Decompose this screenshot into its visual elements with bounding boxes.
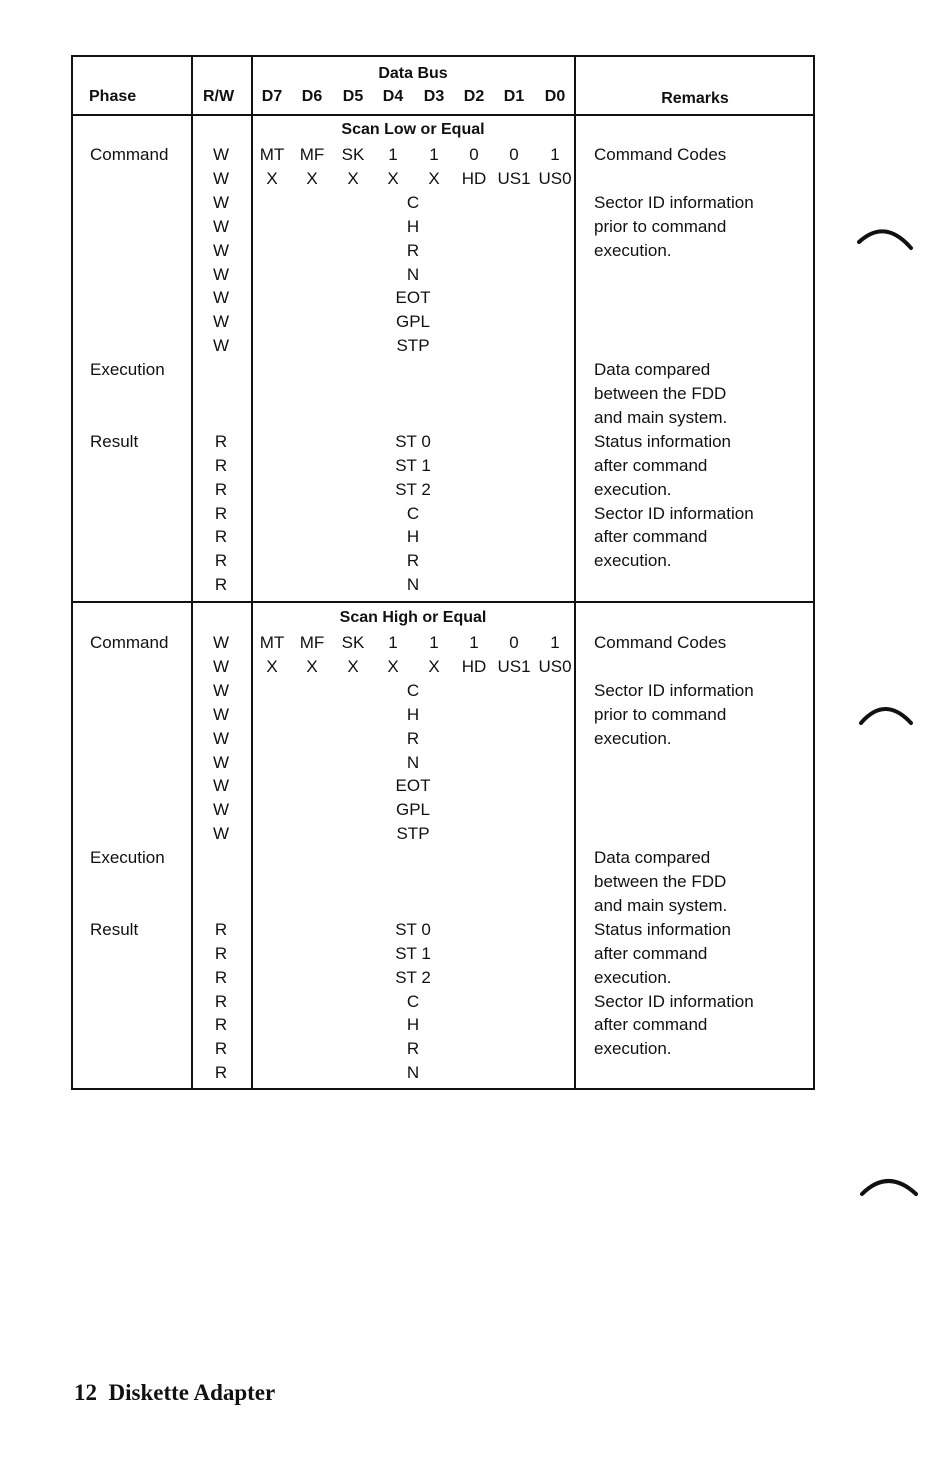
remark-command-codes: Command Codes (594, 633, 727, 652)
command-code-bit: 0 (469, 145, 479, 164)
command-code-bit: US0 (538, 168, 572, 188)
parameter-byte: EOT (395, 776, 431, 796)
rw-write: W (212, 145, 230, 164)
section-title: Scan High or Equal (339, 609, 487, 626)
remark-sector-after: Sector ID information (594, 991, 754, 1011)
parameter-byte: R (406, 728, 420, 748)
parameter-byte: GPL (395, 800, 431, 820)
command-code-bit: MF (299, 145, 325, 164)
section-title: Scan Low or Equal (341, 121, 485, 138)
parameter-byte: N (406, 752, 420, 772)
rw-read: R (214, 479, 228, 499)
parameter-byte: STP (396, 336, 430, 356)
header-divider (73, 114, 813, 116)
phase-command: Command (90, 633, 169, 652)
result-byte: ST 1 (395, 943, 431, 963)
header-bit-d4: D4 (382, 88, 404, 105)
parameter-byte: N (406, 264, 420, 284)
result-byte: ST 0 (395, 919, 431, 939)
parameter-byte: C (406, 680, 420, 700)
rw-write: W (212, 656, 230, 676)
command-code-bit: X (428, 168, 440, 188)
remark-sector-prior: execution. (594, 240, 672, 260)
command-code-bit: 1 (429, 145, 439, 164)
result-byte: R (406, 551, 420, 571)
header-remarks: Remarks (661, 90, 729, 107)
rw-write: W (212, 824, 230, 844)
parameter-byte: R (406, 240, 420, 260)
header-bit-d0: D0 (544, 88, 566, 105)
column-divider-databus (574, 57, 576, 1088)
command-code-bit: X (387, 656, 399, 676)
binder-hole-mark-bottom (858, 1166, 918, 1206)
rw-read: R (214, 1063, 228, 1083)
result-byte: R (406, 1039, 420, 1059)
command-code-bit: X (347, 656, 359, 676)
rw-write: W (212, 336, 230, 356)
header-bit-d6: D6 (301, 88, 323, 105)
result-byte: N (406, 1063, 420, 1083)
parameter-byte: H (406, 704, 420, 724)
result-byte: ST 0 (395, 431, 431, 451)
rw-read: R (214, 967, 228, 987)
rw-read: R (214, 551, 228, 571)
chapter-title: Diskette Adapter (108, 1380, 276, 1405)
page-number: 12 (74, 1380, 97, 1405)
phase-execution: Execution (90, 360, 165, 380)
remark-execution: Data compared (594, 360, 711, 380)
parameter-byte: EOT (395, 288, 431, 308)
result-byte: H (406, 1015, 420, 1035)
rw-write: W (212, 680, 230, 700)
parameter-byte: H (406, 216, 420, 236)
command-code-bit: 1 (429, 633, 439, 652)
command-code-bit: MT (259, 145, 285, 164)
rw-write: W (212, 776, 230, 796)
command-code-bit: 0 (509, 145, 519, 164)
header-bit-d7: D7 (261, 88, 283, 105)
remark-status: execution. (594, 479, 672, 499)
remark-execution: Data compared (594, 848, 711, 868)
rw-write: W (212, 800, 230, 820)
header-phase: Phase (89, 88, 137, 105)
section-divider (73, 601, 813, 603)
result-byte: H (406, 527, 420, 547)
rw-read: R (214, 943, 228, 963)
remark-sector-prior: execution. (594, 728, 672, 748)
rw-write: W (212, 192, 230, 212)
rw-write: W (212, 240, 230, 260)
command-code-bit: 1 (469, 633, 479, 652)
result-byte: ST 2 (395, 967, 431, 987)
column-divider-phase (191, 57, 193, 1088)
command-code-bit: US1 (497, 656, 531, 676)
header-bit-d3: D3 (423, 88, 445, 105)
header-bit-d2: D2 (463, 88, 485, 105)
binder-hole-mark-top (855, 218, 915, 258)
command-code-bit: 1 (550, 145, 560, 164)
remark-execution: and main system. (594, 407, 728, 427)
command-code-bit: MF (299, 633, 325, 652)
command-code-bit: X (428, 656, 440, 676)
command-code-bit: HD (461, 656, 487, 676)
remark-sector-after: after command (594, 1015, 708, 1035)
phase-result: Result (90, 919, 139, 939)
remark-status: after command (594, 455, 708, 475)
phase-command: Command (90, 145, 169, 164)
command-code-bit: 1 (388, 145, 398, 164)
remark-sector-prior: prior to command (594, 216, 727, 236)
header-data-bus: Data Bus (378, 65, 448, 82)
column-divider-rw (251, 57, 253, 1088)
command-code-bit: 1 (388, 633, 398, 652)
header-rw: R/W (203, 88, 235, 105)
remark-status: Status information (594, 431, 732, 451)
rw-read: R (214, 503, 228, 523)
rw-write: W (212, 216, 230, 236)
command-code-bit: SK (341, 633, 365, 652)
result-byte: ST 1 (395, 455, 431, 475)
command-code-bit: X (306, 168, 318, 188)
remark-execution: between the FDD (594, 872, 727, 891)
binder-hole-mark-middle (855, 693, 915, 733)
command-code-bit: X (387, 168, 399, 188)
remark-sector-after: execution. (594, 551, 672, 571)
result-byte: ST 2 (395, 479, 431, 499)
command-table (71, 55, 815, 1090)
parameter-byte: C (406, 192, 420, 212)
remark-sector-prior: Sector ID information (594, 680, 754, 700)
remark-sector-prior: Sector ID information (594, 192, 754, 212)
command-code-bit: HD (461, 168, 487, 188)
remark-execution: and main system. (594, 895, 728, 915)
command-code-bit: X (266, 168, 278, 188)
result-byte: C (406, 991, 420, 1011)
rw-write: W (212, 168, 230, 188)
remark-sector-after: after command (594, 527, 708, 547)
rw-read: R (214, 991, 228, 1011)
command-code-bit: MT (259, 633, 285, 652)
result-byte: C (406, 503, 420, 523)
command-code-bit: US1 (497, 168, 531, 188)
rw-write: W (212, 728, 230, 748)
rw-read: R (214, 455, 228, 475)
header-bit-d5: D5 (342, 88, 364, 105)
command-code-bit: X (266, 656, 278, 676)
parameter-byte: GPL (395, 312, 431, 332)
rw-read: R (214, 527, 228, 547)
remark-sector-after: execution. (594, 1039, 672, 1059)
remark-command-codes: Command Codes (594, 145, 727, 164)
remark-status: Status information (594, 919, 732, 939)
command-code-bit: SK (341, 145, 365, 164)
remark-status: after command (594, 943, 708, 963)
command-code-bit: US0 (538, 656, 572, 676)
command-code-bit: 0 (509, 633, 519, 652)
phase-execution: Execution (90, 848, 165, 868)
header-bit-d1: D1 (503, 88, 525, 105)
rw-write: W (212, 264, 230, 284)
rw-read: R (214, 575, 228, 595)
command-code-bit: 1 (550, 633, 560, 652)
rw-read: R (214, 919, 228, 939)
rw-read: R (214, 1015, 228, 1035)
phase-result: Result (90, 431, 139, 451)
command-code-bit: X (306, 656, 318, 676)
remark-status: execution. (594, 967, 672, 987)
rw-write: W (212, 633, 230, 652)
page-footer (74, 1380, 275, 1406)
command-code-bit: X (347, 168, 359, 188)
rw-write: W (212, 312, 230, 332)
result-byte: N (406, 575, 420, 595)
remark-sector-after: Sector ID information (594, 503, 754, 523)
rw-read: R (214, 1039, 228, 1059)
remark-sector-prior: prior to command (594, 704, 727, 724)
rw-write: W (212, 288, 230, 308)
rw-write: W (212, 704, 230, 724)
rw-read: R (214, 431, 228, 451)
remark-execution: between the FDD (594, 384, 727, 403)
parameter-byte: STP (396, 824, 430, 844)
rw-write: W (212, 752, 230, 772)
